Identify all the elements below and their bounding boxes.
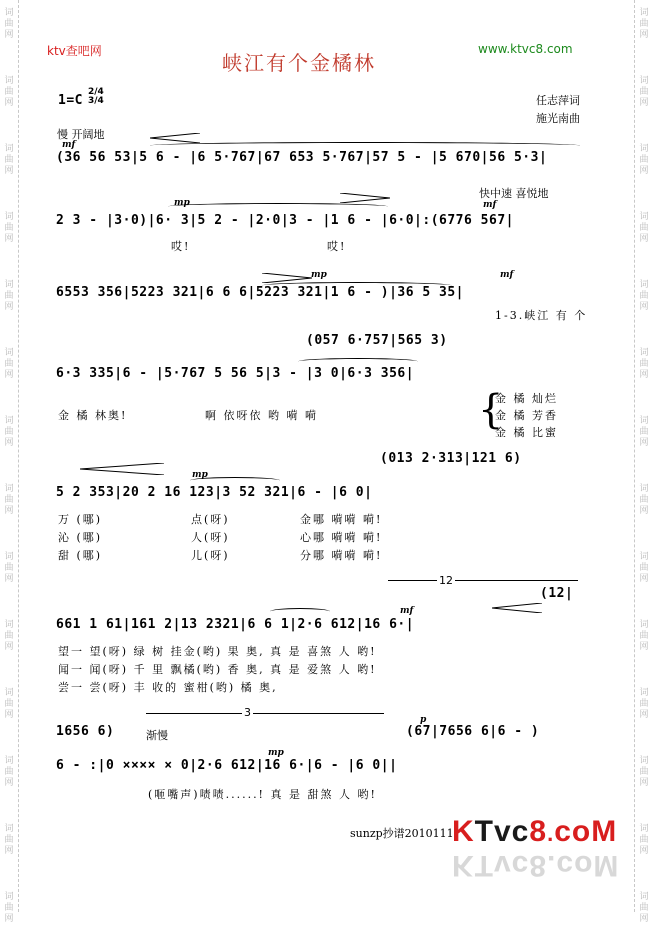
dynamic-marking: mf xyxy=(62,140,76,150)
tempo-marking-3: 渐慢 xyxy=(146,729,168,742)
tempo-marking-2: 快中速 喜悦地 xyxy=(479,187,549,200)
decrescendo-hairpin xyxy=(340,188,390,198)
tuplet-bracket xyxy=(146,713,384,714)
dynamic-marking: mf xyxy=(400,606,414,616)
notation-line-5: 5 2 353|20 2 16 123|3 52 321|6 - |6 0| xyxy=(56,485,373,500)
watermark-glyph: 词曲网 xyxy=(4,348,14,380)
watermark-glyph: 词曲网 xyxy=(4,484,14,516)
lyric: 心哪 嗬嗬 嗬! xyxy=(300,531,383,544)
watermark-glyph: 词曲网 xyxy=(4,416,14,448)
watermark-glyph: 词曲网 xyxy=(639,484,649,516)
lyric: 金哪 嗬嗬 嗬! xyxy=(300,513,383,526)
lyric: 闻一 闻(呀) 千 里 飘橘(哟) 香 奥, 真 是 爱煞 人 哟! xyxy=(58,663,377,676)
dynamic-marking: mp xyxy=(268,748,284,758)
watermark-glyph: 词曲网 xyxy=(4,620,14,652)
watermark-glyph: 词曲网 xyxy=(4,144,14,176)
watermark-glyph: 词曲网 xyxy=(639,416,649,448)
watermark-glyph: 词曲网 xyxy=(4,8,14,40)
lyric: 人(呀) xyxy=(191,531,230,544)
site-logo-reflection: KTvc8.coM xyxy=(452,849,620,882)
site-label-left: ktv查吧网 xyxy=(47,44,102,58)
lyric: 哎! xyxy=(171,240,191,253)
watermark-glyph: 词曲网 xyxy=(4,76,14,108)
lyric: 金 橘 林奥! xyxy=(58,409,128,422)
watermark-glyph: 词曲网 xyxy=(639,348,649,380)
watermark-glyph: 词曲网 xyxy=(639,756,649,788)
intro-notation: 1656 6) xyxy=(56,724,115,739)
crescendo-hairpin xyxy=(80,460,164,472)
transcriber-credit: sunzp抄谱2010111 xyxy=(350,827,454,840)
watermark-glyph: 词曲网 xyxy=(4,552,14,584)
lyric: 万 (哪) xyxy=(58,513,103,526)
watermark-glyph: 词曲网 xyxy=(4,280,14,312)
watermark-glyph: 词曲网 xyxy=(639,552,649,584)
watermark-glyph: 词曲网 xyxy=(4,892,14,924)
watermark-glyph: 词曲网 xyxy=(4,756,14,788)
notation-line-4: 6·3 335|6 - |5·767 5 56 5|3 - |3 0|6·3 356| xyxy=(56,366,415,381)
watermark-glyph: 词曲网 xyxy=(639,144,649,176)
lyric: 尝一 尝(呀) 丰 收的 蜜柑(哟) 橘 奥, xyxy=(58,681,278,694)
decrescendo-hairpin xyxy=(262,268,312,278)
volta-bracket xyxy=(388,580,578,581)
site-label-right: www.ktvc8.com xyxy=(478,42,573,56)
lyric: 啊 依呀依 哟 嗬 嗬 xyxy=(205,409,318,422)
watermark-glyph: 词曲网 xyxy=(639,76,649,108)
song-title: 峡江有个金橘林 xyxy=(222,51,376,75)
dynamic-marking: mp xyxy=(311,270,327,280)
dynamic-marking: p xyxy=(420,715,427,725)
slur xyxy=(150,142,580,149)
watermark-glyph: 词曲网 xyxy=(4,688,14,720)
site-logo: KTvc8.coM xyxy=(452,815,618,848)
intro-notation: (12| xyxy=(540,586,574,601)
watermark-glyph: 词曲网 xyxy=(639,280,649,312)
verse-lyric: 金 橘 灿烂 xyxy=(495,392,558,405)
crescendo-hairpin xyxy=(492,598,542,608)
watermark-glyph: 词曲网 xyxy=(639,620,649,652)
tempo-marking-1: 慢 开阔地 xyxy=(57,128,105,141)
lyricist: 任志萍词 xyxy=(536,94,580,107)
lyric: 沁 (哪) xyxy=(58,531,103,544)
lyric: 1-3.峡江 有 个 xyxy=(495,309,588,322)
notation-line-1: (36 56 53|5 6 - |6 5·767|67 653 5·767|57 5 - |5 670|56 5·3| xyxy=(56,150,548,165)
slur xyxy=(270,608,330,615)
volta-number: 12 xyxy=(439,574,453,587)
intro-notation: (057 6·757|565 3) xyxy=(306,333,448,348)
lyric: (咂嘴声)啧啧......! 真 是 甜煞 人 哟! xyxy=(148,788,377,801)
notation-line-2: 2 3 - |3·0)|6· 3|5 2 - |2·0|3 - |1 6 - |6·0|:(6776 567| xyxy=(56,213,514,228)
lyric: 望一 望(呀) 绿 树 挂金(哟) 果 奥, 真 是 喜煞 人 哟! xyxy=(58,645,377,658)
lyric: 哎! xyxy=(327,240,347,253)
watermark-glyph: 词曲网 xyxy=(639,8,649,40)
lyric: 分哪 嗬嗬 嗬! xyxy=(300,549,383,562)
watermark-glyph: 词曲网 xyxy=(639,212,649,244)
notation-line-6: 661 1 61|161 2|13 2321|6 6 1|2·6 612|16 6·| xyxy=(56,617,415,632)
notation-line-7: 6 - :|0 ×××× × 0|2·6 612|16 6·|6 - |6 0|| xyxy=(56,758,398,773)
crescendo-hairpin xyxy=(150,128,200,138)
watermark-glyph: 词曲网 xyxy=(4,212,14,244)
lyric: 儿(呀) xyxy=(191,549,230,562)
lyric: 点(呀) xyxy=(191,513,230,526)
watermark-glyph: 词曲网 xyxy=(639,688,649,720)
notation-line-3: 6553 356|5223 321|6 6 6|5223 321|1 6 - )|36 5 35| xyxy=(56,285,465,300)
verse-lyric: 金 橘 比蜜 xyxy=(495,426,558,439)
time-signature: 2/4 3/4 xyxy=(88,87,104,106)
slur xyxy=(168,203,388,210)
lyric: 甜 (哪) xyxy=(58,549,103,562)
slur xyxy=(298,358,418,365)
watermark-glyph: 词曲网 xyxy=(639,824,649,856)
tuplet-number: 3 xyxy=(244,706,251,719)
verse-lyric: 金 橘 芳香 xyxy=(495,409,558,422)
verse-brace: { xyxy=(478,387,504,433)
slur xyxy=(190,477,280,484)
dynamic-marking: mp xyxy=(174,198,190,208)
intro-notation: (013 2·313|121 6) xyxy=(380,451,522,466)
key-signature: 1=C xyxy=(58,93,83,108)
watermark-glyph: 词曲网 xyxy=(639,892,649,924)
watermark-glyph: 词曲网 xyxy=(4,824,14,856)
dynamic-marking: mf xyxy=(483,200,497,210)
dynamic-marking: mp xyxy=(192,470,208,480)
dynamic-marking: mf xyxy=(500,270,514,280)
intro-notation: (67|7656 6|6 - ) xyxy=(406,724,540,739)
composer: 施光南曲 xyxy=(536,112,580,125)
